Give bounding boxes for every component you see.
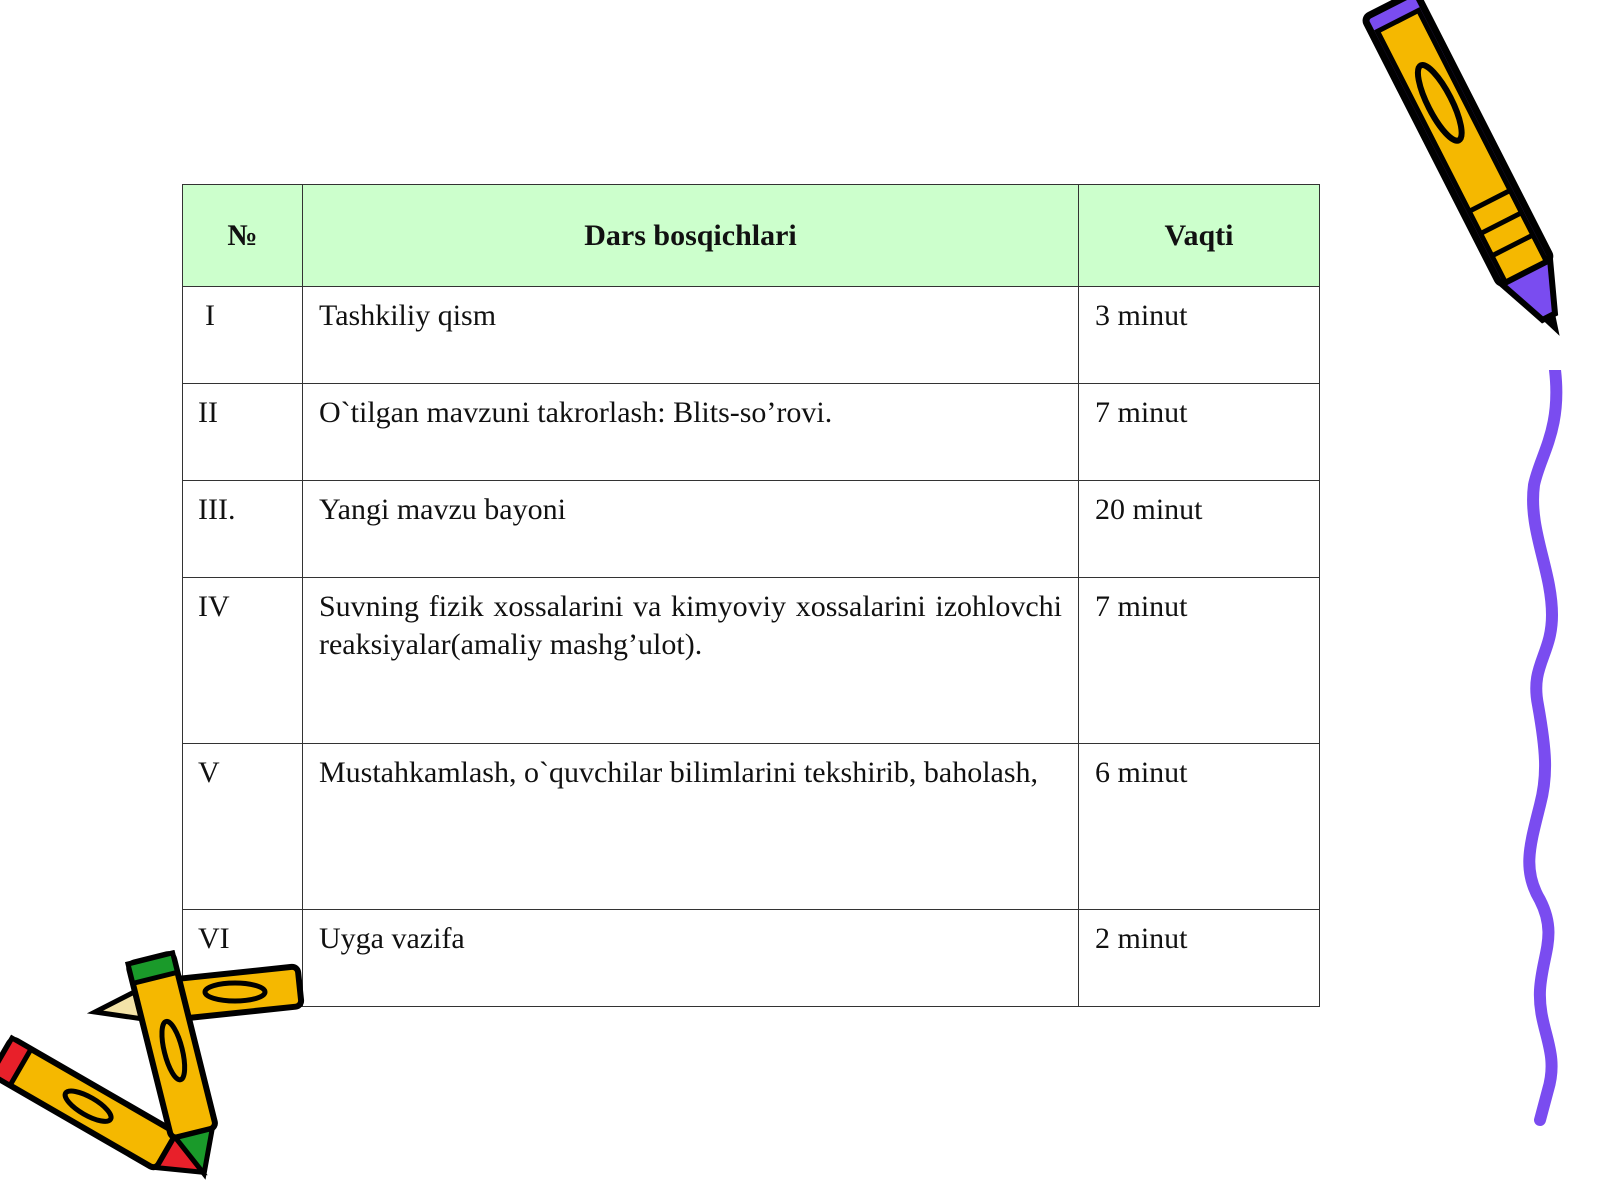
pencil-icon	[1340, 0, 1570, 390]
table-row	[183, 287, 1320, 384]
row-stage: Uyga vazifa	[303, 910, 1079, 1007]
header-time: Vaqti	[1079, 185, 1320, 287]
table-row	[183, 744, 1320, 910]
crayons-icon	[0, 950, 320, 1200]
row-stage: Yangi mavzu bayoni	[303, 481, 1079, 578]
table-header-row	[183, 185, 1320, 287]
row-time: 3 minut	[1079, 287, 1320, 384]
row-time: 7 minut	[1079, 384, 1320, 481]
row-stage: Mustahkamlash, o`quvchilar bilimlarini tekshirib, baholash,	[303, 744, 1079, 910]
table-row	[183, 910, 1320, 1007]
lesson-plan-table	[182, 184, 1320, 1007]
row-number: II	[183, 384, 303, 481]
header-lesson-stages: Dars bosqichlari	[303, 185, 1079, 287]
row-number: I	[183, 287, 303, 384]
table-row	[183, 578, 1320, 744]
squiggle-line-icon	[1500, 370, 1600, 1130]
header-number: №	[183, 185, 303, 287]
table-row	[183, 384, 1320, 481]
row-time: 20 minut	[1079, 481, 1320, 578]
table-row	[183, 481, 1320, 578]
row-stage: O`tilgan mavzuni takrorlash: Blits-so’rovi.	[303, 384, 1079, 481]
row-stage: Tashkiliy qism	[303, 287, 1079, 384]
row-time: 6 minut	[1079, 744, 1320, 910]
row-stage: Suvning fizik xossalarini va kimyoviy xossalarini izohlovchi reaksiyalar(amaliy mashg’ulot).	[303, 578, 1079, 744]
row-number: V	[183, 744, 303, 910]
row-number: VI	[183, 910, 303, 1007]
row-number: IV	[183, 578, 303, 744]
row-time: 2 minut	[1079, 910, 1320, 1007]
row-time: 7 minut	[1079, 578, 1320, 744]
row-number: III.	[183, 481, 303, 578]
